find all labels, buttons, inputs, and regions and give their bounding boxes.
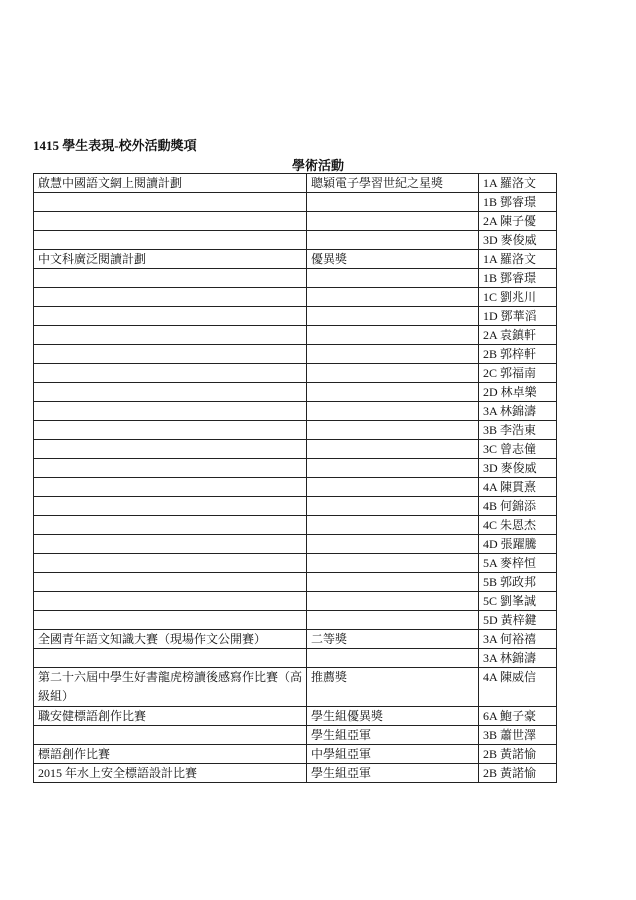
award-cell (307, 554, 479, 573)
award-cell: 聰穎電子學習世紀之星獎 (307, 174, 479, 193)
table-row (34, 497, 557, 516)
table-row (34, 174, 557, 193)
student-cell: 1D 鄧華滔 (479, 307, 557, 326)
table-row (34, 345, 557, 364)
table-row (34, 573, 557, 592)
award-cell (307, 193, 479, 212)
award-cell (307, 212, 479, 231)
activity-cell (34, 269, 307, 288)
table-row (34, 535, 557, 554)
student-cell: 4C 朱恩杰 (479, 516, 557, 535)
student-cell: 3B 李浩東 (479, 421, 557, 440)
table-row (34, 421, 557, 440)
student-cell: 6A 鮑子豪 (479, 707, 557, 726)
student-cell: 4D 張躍騰 (479, 535, 557, 554)
activity-cell (34, 307, 307, 326)
activity-cell (34, 193, 307, 212)
student-cell: 1A 羅洛文 (479, 250, 557, 269)
document-title: 1415 學生表現-校外活動獎項 (33, 138, 197, 153)
student-cell: 5A 麥梓恒 (479, 554, 557, 573)
student-cell: 3B 蕭世澤 (479, 726, 557, 745)
award-cell (307, 573, 479, 592)
award-cell: 學生組優異獎 (307, 707, 479, 726)
award-cell: 學生組亞軍 (307, 764, 479, 783)
student-cell: 4A 陳貫熹 (479, 478, 557, 497)
activity-cell: 2015 年水上安全標語設計比賽 (34, 764, 307, 783)
award-cell: 中學組亞軍 (307, 745, 479, 764)
student-cell: 2B 黃諾愉 (479, 745, 557, 764)
student-cell: 2A 袁鎮軒 (479, 326, 557, 345)
student-cell: 1B 鄧睿璟 (479, 269, 557, 288)
student-cell: 1B 鄧睿璟 (479, 193, 557, 212)
activity-cell (34, 212, 307, 231)
student-cell: 4A 陳威信 (479, 668, 557, 707)
table-row (34, 288, 557, 307)
award-cell (307, 592, 479, 611)
awards-table-body (34, 174, 557, 783)
award-cell (307, 649, 479, 668)
student-cell: 5C 劉峯誠 (479, 592, 557, 611)
activity-cell (34, 478, 307, 497)
activity-cell (34, 497, 307, 516)
section-title: 學術活動 (291, 158, 344, 173)
activity-cell (34, 383, 307, 402)
table-row (34, 707, 557, 726)
student-cell: 3A 林錦濤 (479, 649, 557, 668)
activity-cell (34, 649, 307, 668)
student-cell: 2C 郭福南 (479, 364, 557, 383)
activity-cell: 啟慧中國語文網上閱讀計劃 (34, 174, 307, 193)
table-row (34, 383, 557, 402)
activity-cell (34, 231, 307, 250)
award-cell (307, 288, 479, 307)
activity-cell (34, 611, 307, 630)
activity-cell (34, 554, 307, 573)
student-cell: 2B 郭梓軒 (479, 345, 557, 364)
student-cell: 1C 劉兆川 (479, 288, 557, 307)
award-cell (307, 440, 479, 459)
student-cell: 2D 林卓樂 (479, 383, 557, 402)
awards-table (33, 173, 557, 783)
table-row (34, 745, 557, 764)
table-row (34, 726, 557, 745)
award-cell (307, 269, 479, 288)
table-row (34, 250, 557, 269)
table-row (34, 326, 557, 345)
activity-cell (34, 402, 307, 421)
award-cell (307, 307, 479, 326)
activity-cell (34, 573, 307, 592)
activity-cell (34, 516, 307, 535)
activity-cell (34, 592, 307, 611)
activity-cell (34, 364, 307, 383)
student-cell: 3D 麥俊威 (479, 459, 557, 478)
table-row (34, 231, 557, 250)
award-cell (307, 421, 479, 440)
award-cell (307, 364, 479, 383)
activity-cell: 職安健標語創作比賽 (34, 707, 307, 726)
award-cell: 優異獎 (307, 250, 479, 269)
award-cell (307, 497, 479, 516)
activity-cell (34, 726, 307, 745)
activity-cell (34, 459, 307, 478)
student-cell: 1A 羅洛文 (479, 174, 557, 193)
award-cell (307, 231, 479, 250)
table-row (34, 269, 557, 288)
activity-cell (34, 421, 307, 440)
award-cell (307, 611, 479, 630)
table-row (34, 630, 557, 649)
award-cell (307, 478, 479, 497)
award-cell (307, 459, 479, 478)
table-row (34, 649, 557, 668)
student-cell: 4B 何錦添 (479, 497, 557, 516)
activity-cell: 中文科廣泛閱讀計劃 (34, 250, 307, 269)
table-row (34, 554, 557, 573)
activity-cell: 標語創作比賽 (34, 745, 307, 764)
award-cell: 二等獎 (307, 630, 479, 649)
activity-cell (34, 288, 307, 307)
table-row (34, 440, 557, 459)
award-cell (307, 516, 479, 535)
table-row (34, 459, 557, 478)
table-row (34, 611, 557, 630)
table-row (34, 478, 557, 497)
award-cell (307, 402, 479, 421)
table-row (34, 592, 557, 611)
award-cell: 學生組亞軍 (307, 726, 479, 745)
student-cell: 3D 麥俊威 (479, 231, 557, 250)
activity-cell (34, 440, 307, 459)
table-row (34, 307, 557, 326)
activity-cell (34, 345, 307, 364)
award-cell (307, 383, 479, 402)
award-cell (307, 326, 479, 345)
table-row (34, 516, 557, 535)
activity-cell (34, 326, 307, 345)
table-row (34, 764, 557, 783)
student-cell: 2A 陳子優 (479, 212, 557, 231)
student-cell: 2B 黃諾愉 (479, 764, 557, 783)
award-cell (307, 535, 479, 554)
award-cell (307, 345, 479, 364)
student-cell: 5B 郭政邦 (479, 573, 557, 592)
student-cell: 3A 林錦濤 (479, 402, 557, 421)
table-row (34, 212, 557, 231)
table-row (34, 402, 557, 421)
activity-cell: 全國青年語文知識大賽（現場作文公開賽） (34, 630, 307, 649)
student-cell: 3C 曾志僮 (479, 440, 557, 459)
student-cell: 3A 何裕禧 (479, 630, 557, 649)
table-row (34, 193, 557, 212)
activity-cell (34, 535, 307, 554)
table-row (34, 668, 557, 707)
table-row (34, 364, 557, 383)
activity-cell: 第二十六屆中學生好書龍虎榜讀後感寫作比賽（高級組） (34, 668, 307, 707)
award-cell: 推薦獎 (307, 668, 479, 707)
student-cell: 5D 黃梓鍵 (479, 611, 557, 630)
